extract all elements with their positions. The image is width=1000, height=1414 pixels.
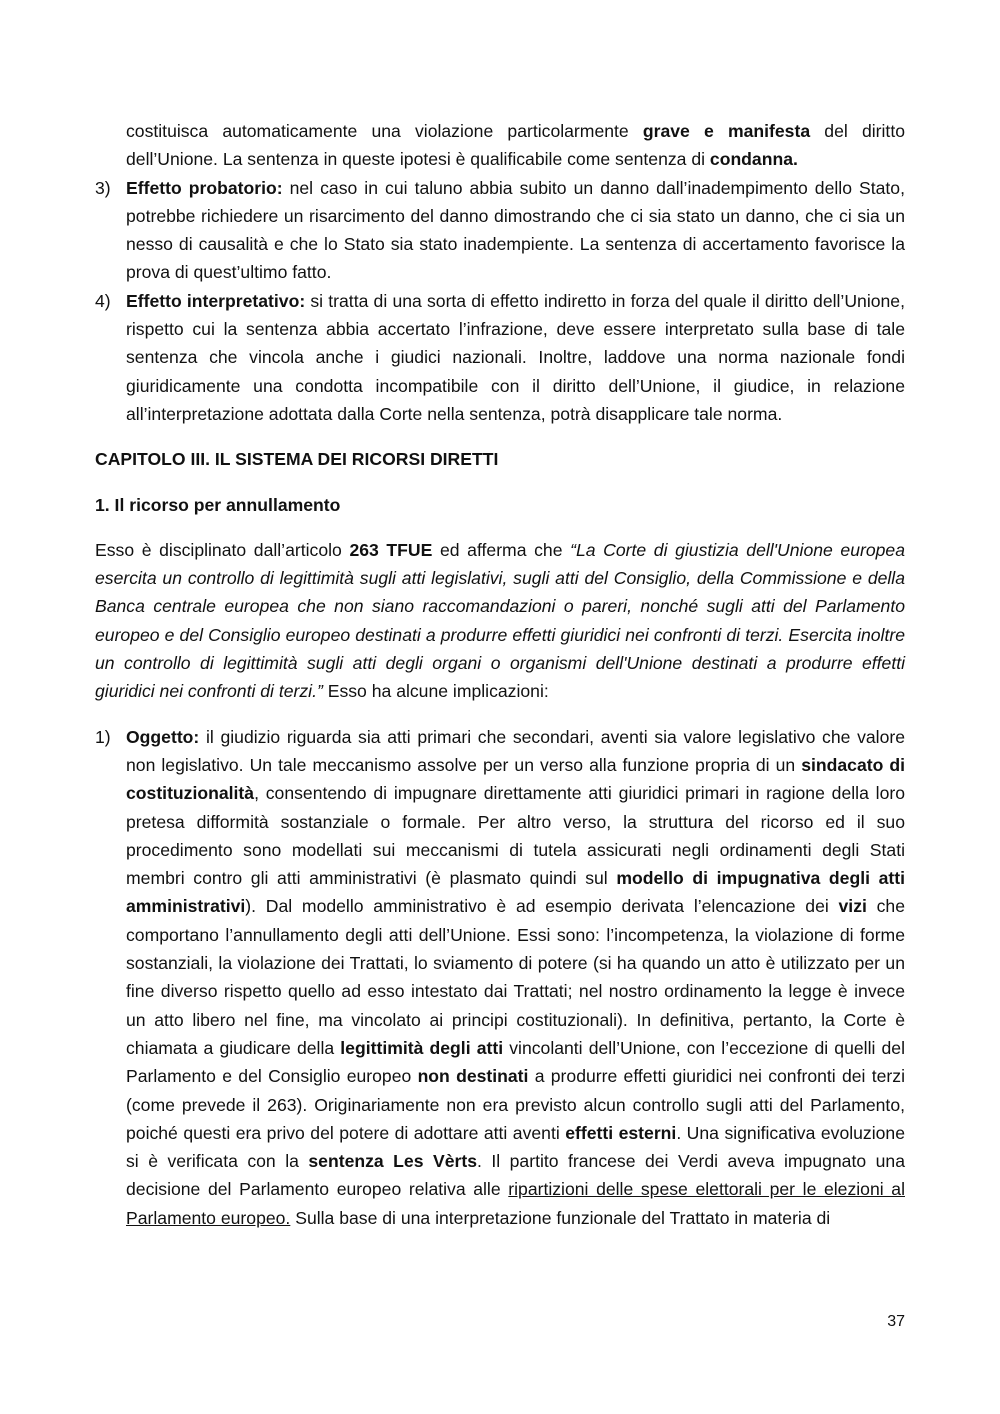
bold-run: effetti esterni	[565, 1122, 677, 1143]
implications-list	[95, 723, 905, 1232]
bold-run: legittimità degli atti	[340, 1037, 504, 1058]
text-run: . Il partito francese dei Verdi aveva impugnato una decisione del Parlamento europeo relativa alle	[126, 1151, 905, 1200]
text-run: Sulla base di una interpretazione funzionale del Trattato in materia di	[290, 1207, 831, 1228]
text-run: del diritto dell’Unione. La sentenza in queste ipotesi è qualificabile come sentenza di	[126, 121, 905, 170]
page-number: 37	[887, 1313, 905, 1330]
bold-run: grave e manifesta	[642, 121, 811, 141]
list-item-title: Effetto probatorio:	[126, 177, 283, 198]
text-run: Esso è disciplinato dall’articolo	[95, 539, 350, 560]
bold-run: condanna.	[709, 149, 798, 170]
list-item	[95, 723, 905, 1232]
carryover-paragraph	[95, 117, 905, 174]
list-number: 3)	[95, 177, 111, 198]
text-run: che comportano l’annullamento degli atti dell’Unione. Essi sono: l’incompetenza, la violazione di forme sostanziali, la violazione dei Trattati, lo sviamento di potere (si ha quando un atto è utilizzato per un fine diverso rispetto quello ad esso intestato dai Trattati; nel nostro ordinamento la legge è invece un atto libero nel fine, ma vincolato ai principi costituzionali). In definitiva, pertanto, la Corte è chiamata a giudicare della	[126, 896, 905, 1058]
list-number: 1)	[95, 726, 111, 747]
effects-list	[95, 174, 905, 429]
bold-run: non destinati	[417, 1066, 529, 1087]
underlined-run: ripartizioni delle spese elettorali per le elezioni al Parlamento europeo.	[126, 1179, 905, 1228]
text-run: il giudizio riguarda sia atti primari che secondari, aventi sia valore legislativo che valore non legislativo. Un tale meccanismo assolve per un verso alla funzione propria di un	[126, 726, 905, 775]
article-quote: “La Corte di giustizia dell'Unione europea esercita un controllo di legittimità sugli atti legislativi, sugli atti del Consiglio, della Commissione e della Banca centrale europea che non siano raccomandazioni o pareri, nonché sugli atti del Parlamento europeo e del Consiglio europeo destinati a produrre effetti giuridici nei confronti di terzi. Esercita inoltre un controllo di legittimità sugli atti degli organi o organismi dell'Unione destinati a produrre effetti giuridici nei confronti di terzi.”	[95, 539, 905, 702]
intro-paragraph	[95, 536, 905, 706]
text-run: , consentendo di impugnare direttamente atti giuridici primari in ragione della loro pretesa difformità sostanziale o formale. Per altro verso, la struttura del ricorso ed il suo procedimento sono modellati sui meccanismi di tutela assicurati negli ordinamenti degli Stati membri contro gli atti amministrativi (è plasmato quindi sul	[126, 783, 905, 889]
list-item-text: si tratta di una sorta di effetto indiretto in forza del quale il diritto dell’Unione, rispetto cui la sentenza abbia accertato l’infrazione, deve essere interpretato sulla base di tale sentenza che vincola anche i giudici nazionali. Inoltre, laddove una norma nazionale fondi giuridicamente una condotta incompatibile con il diritto dell’Unione, il giudice, in relazione all’interpretazione adottata dalla Corte nella sentenza, potrà disapplicare tale norma.	[126, 290, 905, 424]
list-item-text: nel caso in cui taluno abbia subito un danno dall’inadempimento dello Stato, potrebbe richiedere un risarcimento del danno dimostrando che ci sia stato un danno, che ci sia un nesso di causalità e che lo Stato sia stato inadempiente. La sentenza di accertamento favorisce la prova di quest’ultimo fatto.	[126, 177, 905, 283]
bold-run: modello di impugnativa degli atti amministrativi	[126, 868, 906, 917]
bold-run: 263 TFUE	[349, 539, 433, 560]
text-run: ed afferma che	[432, 539, 571, 560]
text-run: ). Dal modello amministrativo è ad esempio derivata l’elencazione dei	[245, 896, 839, 917]
list-item	[95, 174, 905, 287]
bold-run: sindacato di costituzionalità	[126, 754, 905, 804]
bold-run: sentenza Les Vèrts	[308, 1151, 477, 1172]
text-run: Esso ha alcune implicazioni:	[322, 681, 549, 702]
document-page	[95, 117, 905, 1232]
text-run: vincolanti dell’Unione, con l’eccezione di quelli del Parlamento e del Consiglio europeo	[126, 1037, 906, 1087]
list-item-title: Effetto interpretativo:	[126, 290, 306, 311]
list-item	[95, 287, 905, 428]
section-title: 1. Il ricorso per annullamento	[95, 494, 341, 515]
list-item-title: Oggetto:	[126, 726, 200, 747]
text-run: a produrre effetti giuridici nei confronti dei terzi (come prevede il 263). Originariamente non era previsto alcun controllo sugli atti del Parlamento, poiché questi era privo del potere di adottare atti aventi	[126, 1066, 905, 1143]
text-run: costituisca automaticamente una violazione particolarmente	[126, 121, 643, 141]
text-run: . Una significativa evoluzione si è verificata con la	[126, 1122, 905, 1172]
chapter-title: CAPITOLO III. IL SISTEMA DEI RICORSI DIRETTI	[95, 449, 499, 470]
bold-run: vizi	[838, 896, 867, 917]
list-number: 4)	[95, 290, 111, 311]
